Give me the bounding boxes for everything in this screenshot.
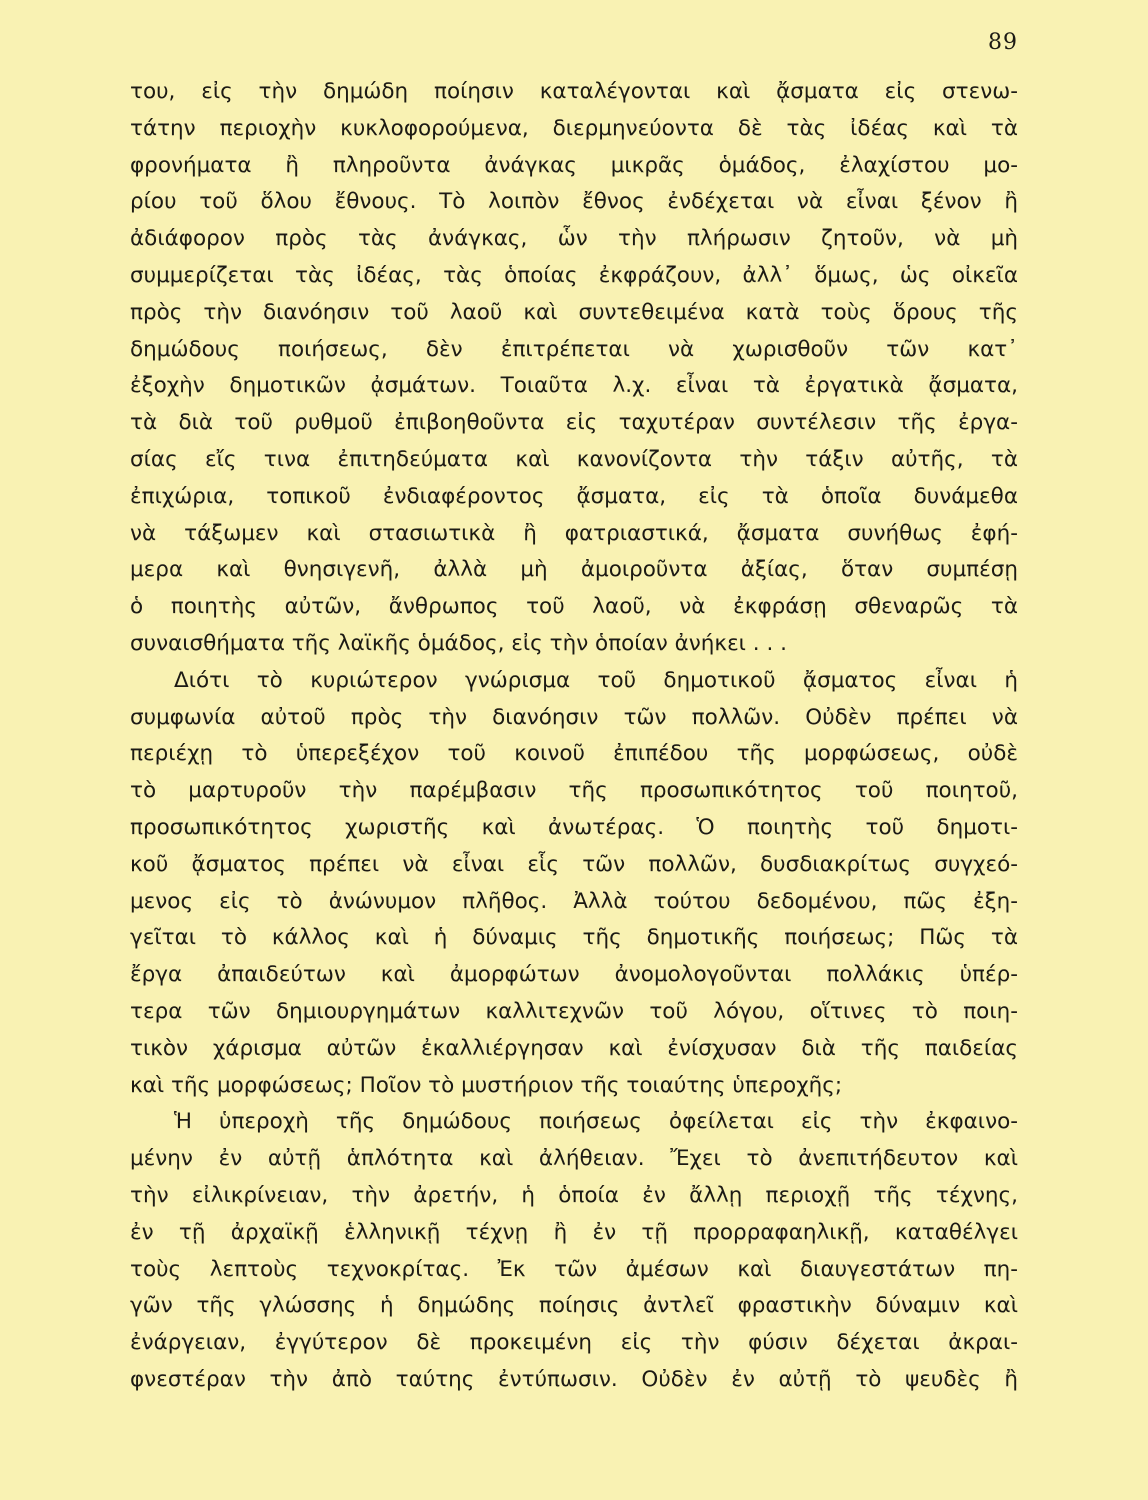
text-line: τάτην περιοχὴν κυκλοφορούμενα, διερμηνεύοντα δὲ τὰς ἰδέας καὶ τὰ [130,115,1018,141]
text-line: ὁ ποιητὴς αὐτῶν, ἄνθρωπος τοῦ λαοῦ, νὰ ἐκφράσῃ σθεναρῶς τὰ [130,594,1018,620]
text-line: τὰ διὰ τοῦ ρυθμοῦ ἐπιβοηθοῦντα εἰς ταχυτέραν συντέλεσιν τῆς ἐργα- [130,410,1018,436]
text-line: συμμερίζεται τὰς ἰδέας, τὰς ὁποίας ἐκφράζουν, ἀλλ᾽ ὅμως, ὡς οἰκεῖα [130,262,1018,288]
text-line: προσωπικότητος χωριστῆς καὶ ἀνωτέρας. Ὁ ποιητὴς τοῦ δημοτι- [130,814,1018,840]
text-line: τὸ μαρτυροῦν τὴν παρέμβασιν τῆς προσωπικότητος τοῦ ποιητοῦ, [130,778,1018,804]
body-text [130,74,1018,1399]
text-line: συμφωνία αὐτοῦ πρὸς τὴν διανόησιν τῶν πολλῶν. Οὐδὲν πρέπει νὰ [130,704,1018,730]
page-number: 89 [988,30,1018,55]
text-line: ἐπιχώρια, τοπικοῦ ἐνδιαφέροντος ᾄσματα, εἰς τὰ ὁποῖα δυνάμεθα [130,483,1018,509]
text-line: δημώδους ποιήσεως, δὲν ἐπιτρέπεται νὰ χωρισθοῦν τῶν κατ᾽ [130,336,1018,362]
text-line: Διότι τὸ κυριώτερον γνώρισμα τοῦ δημοτικοῦ ᾄσματος εἶναι ἡ [174,667,1018,693]
text-line: φνεστέραν τὴν ἀπὸ ταύτης ἐντύπωσιν. Οὐδὲν ἐν αὐτῇ τὸ ψευδὲς ἢ [130,1366,1018,1392]
text-line: τοὺς λεπτοὺς τεχνοκρίτας. Ἐκ τῶν ἀμέσων καὶ διαυγεστάτων πη- [130,1256,1018,1282]
text-line: ἀδιάφορον πρὸς τὰς ἀνάγκας, ὧν τὴν πλήρωσιν ζητοῦν, νὰ μὴ [130,226,1018,252]
text-line: Ἡ ὑπεροχὴ τῆς δημώδους ποιήσεως ὀφείλεται εἰς τὴν ἐκφαινο- [174,1109,1018,1135]
text-line: μερα καὶ θνησιγενῆ, ἀλλὰ μὴ ἀμοιροῦντα ἀξίας, ὅταν συμπέσῃ [130,557,1018,583]
text-line: συναισθήματα τῆς λαϊκῆς ὁμάδος, εἰς τὴν ὁποίαν ἀνήκει . . . [130,630,787,656]
text-line: πρὸς τὴν διανόησιν τοῦ λαοῦ καὶ συντεθειμένα κατὰ τοὺς ὅρους τῆς [130,299,1018,325]
text-line: ρίου τοῦ ὅλου ἔθνους. Τὸ λοιπὸν ἔθνος ἐνδέχεται νὰ εἶναι ξένον ἢ [130,189,1018,215]
text-line: ἐν τῇ ἀρχαϊκῇ ἑλληνικῇ τέχνῃ ἢ ἐν τῇ προρραφαηλικῇ, καταθέλγει [130,1219,1018,1245]
text-line: ἐξοχὴν δημοτικῶν ᾀσμάτων. Τοιαῦτα λ.χ. εἶναι τὰ ἐργατικὰ ᾄσματα, [130,373,1018,399]
text-line: τικὸν χάρισμα αὐτῶν ἐκαλλιέργησαν καὶ ἐνίσχυσαν διὰ τῆς παιδείας [130,1035,1018,1061]
text-line: περιέχῃ τὸ ὑπερεξέχον τοῦ κοινοῦ ἐπιπέδου τῆς μορφώσεως, οὐδὲ [130,741,1018,767]
text-line: νὰ τάξωμεν καὶ στασιωτικὰ ἢ φατριαστικά, ᾄσματα συνήθως ἐφή- [130,520,1018,546]
text-line: τὴν εἰλικρίνειαν, τὴν ἀρετήν, ἡ ὁποία ἐν ἄλλῃ περιοχῇ τῆς τέχνης, [130,1182,1018,1208]
text-line: φρονήματα ἢ πληροῦντα ἀνάγκας μικρᾶς ὁμάδος, ἐλαχίστου μο- [130,152,1018,178]
text-line: ἔργα ἀπαιδεύτων καὶ ἀμορφώτων ἀνομολογοῦνται πολλάκις ὑπέρ- [130,962,1018,988]
text-line: κοῦ ᾄσματος πρέπει νὰ εἶναι εἷς τῶν πολλῶν, δυσδιακρίτως συγχεό- [130,851,1018,877]
text-line: μένην ἐν αὐτῇ ἁπλότητα καὶ ἀλήθειαν. Ἔχει τὸ ἀνεπιτήδευτον καὶ [130,1146,1018,1172]
text-line: γεῖται τὸ κάλλος καὶ ἡ δύναμις τῆς δημοτικῆς ποιήσεως; Πῶς τὰ [130,925,1018,951]
text-line: καὶ τῆς μορφώσεως; Ποῖον τὸ μυστήριον τῆς τοιαύτης ὑπεροχῆς; [130,1072,843,1098]
text-line: ἐνάργειαν, ἐγγύτερον δὲ προκειμένη εἰς τὴν φύσιν δέχεται ἀκραι- [130,1330,1018,1356]
text-line: του, εἰς τὴν δημώδη ποίησιν καταλέγονται καὶ ᾄσματα εἰς στενω- [130,79,1018,104]
text-line: σίας εἴς τινα ἐπιτηδεύματα καὶ κανονίζοντα τὴν τάξιν αὐτῆς, τὰ [130,446,1018,472]
text-line: τερα τῶν δημιουργημάτων καλλιτεχνῶν τοῦ λόγου, οἵτινες τὸ ποιη- [130,998,1018,1024]
text-line: μενος εἰς τὸ ἀνώνυμον πλῆθος. Ἀλλὰ τούτου δεδομένου, πῶς ἐξη- [130,888,1018,914]
text-line: γῶν τῆς γλώσσης ἡ δημώδης ποίησις ἀντλεῖ φραστικὴν δύναμιν καὶ [130,1293,1018,1319]
